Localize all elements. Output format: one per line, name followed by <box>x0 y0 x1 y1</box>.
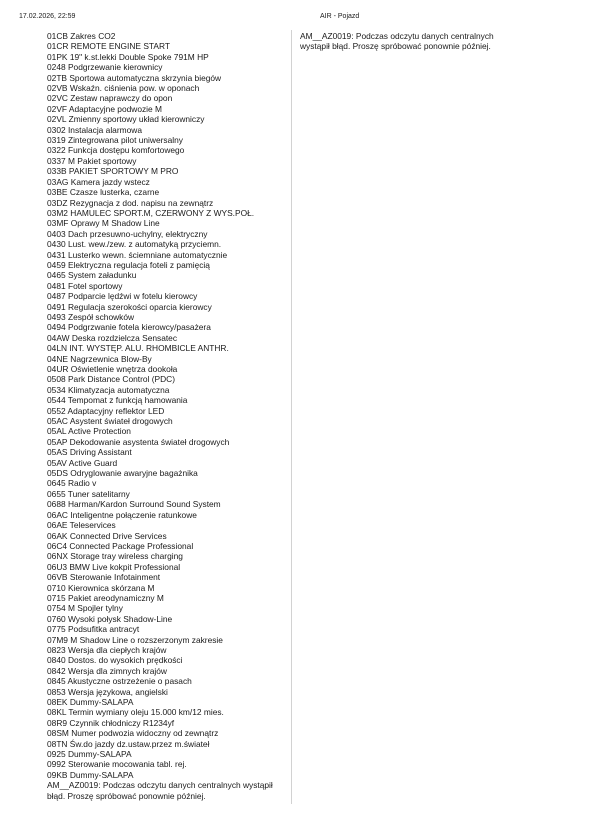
equipment-item: 08R9 Czynnik chłodniczy R1234yf <box>47 717 175 728</box>
equipment-item: 0481 Fotel sportowy <box>47 280 123 291</box>
equipment-item: 04UR Oświetlenie wnętrza dookoła <box>47 364 178 374</box>
equipment-item: 08EK Dummy-SALAPA <box>47 697 134 707</box>
page-title: AIR - Pojazd <box>320 13 360 20</box>
equipment-item: 06AC Inteligentne połączenie ratunkowe <box>47 509 197 520</box>
equipment-item: 0544 Tempomat z funkcją hamowania <box>47 395 188 406</box>
equipment-item: 06AK Connected Drive Services <box>47 530 167 541</box>
equipment-item: 02VC Zestaw naprawczy do opon <box>47 93 173 104</box>
equipment-item: 0491 Regulacja szerokości oparcia kierowcy <box>47 301 212 312</box>
equipment-item: 0248 Podgrzewanie kierownicy <box>47 62 163 73</box>
equipment-item: 05AC Asystent świateł drogowych <box>47 416 173 427</box>
left-error-message: AM__AZ0019: Podczas odczytu danych centralnych wystąpił błąd. Proszę spróbować ponownie później. <box>47 780 273 801</box>
equipment-item: 06AE Teleservices <box>47 520 116 531</box>
equipment-item: 0508 Park Distance Control (PDC) <box>47 374 176 385</box>
equipment-item: 0775 Podsufitka antracyt <box>47 624 140 635</box>
equipment-item: 0715 Pakiet areodynamiczny M <box>47 592 164 603</box>
equipment-item: 0465 System załadunku <box>47 270 137 281</box>
equipment-item: 0840 Dostos. do wysokich prędkości <box>47 655 183 666</box>
equipment-item: 05AP Dekodowanie asystenta świateł drogowych <box>47 436 230 447</box>
equipment-item: 0552 Adaptacyjny reflektor LED <box>47 405 165 416</box>
equipment-item: 03DZ Rezygnacja z dod. napisu na zewnątrz <box>47 197 214 208</box>
equipment-item: 01PK 19" k.st.lekki Double Spoke 791M HP <box>47 51 209 62</box>
equipment-item: 06U3 BMW Live kokpit Professional <box>47 561 181 572</box>
equipment-item: 06NX Storage tray wireless charging <box>47 551 183 562</box>
equipment-item: 08KL Termin wymiany oleju 15.000 km/12 mies. <box>47 707 224 718</box>
equipment-item: 0655 Tuner satelitarny <box>47 488 130 499</box>
equipment-item: 0992 Sterowanie mocowania tabl. rej. <box>47 759 187 770</box>
equipment-item: 06VB Sterowanie Infotainment <box>47 572 161 583</box>
equipment-item: 0645 Radio v <box>47 478 97 489</box>
equipment-item: 02TB Sportowa automatyczna skrzynia biegów <box>47 72 222 83</box>
equipment-item: 0430 Lust. wew./zew. z automatyką przyciemn. <box>47 239 222 250</box>
equipment-item: 01CB Zakres CO2 <box>47 31 116 41</box>
equipment-item: 07M9 M Shadow Line o rozszerzonym zakresie <box>47 634 223 645</box>
equipment-item: 0322 Funkcja dostępu komfortowego <box>47 145 185 156</box>
right-error-message: AM__AZ0019: Podczas odczytu danych centralnych wystąpił błąd. Proszę spróbować ponownie później. <box>300 31 494 52</box>
equipment-item: 03MF Oprawy M Shadow Line <box>47 218 160 229</box>
equipment-item: 0710 Kierownica skórzana M <box>47 582 155 593</box>
equipment-item: 0925 Dummy-SALAPA <box>47 749 132 760</box>
equipment-item: 02VB Wskaźn. ciśnienia pow. w oponach <box>47 83 200 94</box>
equipment-item: 08TN Św.do jazdy dz.ustaw.przez m.świateł <box>47 738 210 749</box>
equipment-list <box>47 31 287 801</box>
equipment-item: 0494 Podgrzwanie fotela kierowcy/pasażera <box>47 322 211 333</box>
equipment-item: 05AS Driving Assistant <box>47 447 132 458</box>
equipment-item: 04LN INT. WYSTĘP. ALU. RHOMBICLE ANTHR. <box>47 343 229 354</box>
equipment-item: 0337 M Pakiet sportowy <box>47 155 137 166</box>
equipment-item: 0319 Zintegrowana pilot uniwersalny <box>47 135 183 146</box>
column-divider <box>291 30 292 804</box>
print-datetime: 17.02.2026, 22:59 <box>19 13 76 20</box>
equipment-item: 03BE Czasze lusterka, czarne <box>47 187 160 198</box>
equipment-item: 0754 M Spojler tylny <box>47 603 123 614</box>
equipment-item: 04AW Deska rozdzielcza Sensatec <box>47 332 178 343</box>
equipment-item: 0302 Instalacja alarmowa <box>47 124 142 135</box>
equipment-item: 02VL Zmienny sportowy układ kierowniczy <box>47 114 205 125</box>
equipment-item: 0493 Zespół schowków <box>47 311 135 322</box>
equipment-item: 0403 Dach przesuwno-uchylny, elektryczny <box>47 228 208 239</box>
equipment-item: 0487 Podparcie lędźwi w fotelu kierowcy <box>47 291 198 302</box>
equipment-item: 01CR REMOTE ENGINE START <box>47 41 171 52</box>
equipment-item: 0688 Harman/Kardon Surround Sound System <box>47 499 221 510</box>
equipment-item: 03M2 HAMULEC SPORT.M, CZERWONY Z WYS.POŁ. <box>47 207 255 218</box>
equipment-item: 04NE Nagrzewnica Blow-By <box>47 353 152 364</box>
equipment-item: 0845 Akustyczne ostrzeżenie o pasach <box>47 676 192 687</box>
equipment-item: 06C4 Connected Package Professional <box>47 540 194 551</box>
equipment-item: 033B PAKIET SPORTOWY M PRO <box>47 166 179 177</box>
equipment-item: 0431 Lusterko wewn. ściemniane automatycznie <box>47 249 228 260</box>
equipment-item: 0842 Wersja dla zimnych krajów <box>47 665 167 676</box>
equipment-item: 0534 Klimatyzacja automatyczna <box>47 384 170 395</box>
equipment-item: 03AG Kamera jazdy wstecz <box>47 176 150 187</box>
equipment-item: 09KB Dummy-SALAPA <box>47 769 134 780</box>
equipment-item: 02VF Adaptacyjne podwozie M <box>47 103 162 114</box>
equipment-item: 08SM Numer podwozia widoczny od zewnątrz <box>47 728 219 739</box>
equipment-item: 0760 Wysoki połysk Shadow-Line <box>47 613 173 624</box>
equipment-item: 05DS Odryglowanie awaryjne bagażnika <box>47 468 198 479</box>
equipment-item: 0823 Wersja dla ciepłych krajów <box>47 644 167 655</box>
equipment-item: 05AV Active Guard <box>47 457 118 468</box>
equipment-item: 0853 Wersja językowa, angielski <box>47 686 168 697</box>
equipment-item: 0459 Elektryczna regulacja foteli z pamięcią <box>47 259 210 270</box>
equipment-item: 05AL Active Protection <box>47 426 131 437</box>
